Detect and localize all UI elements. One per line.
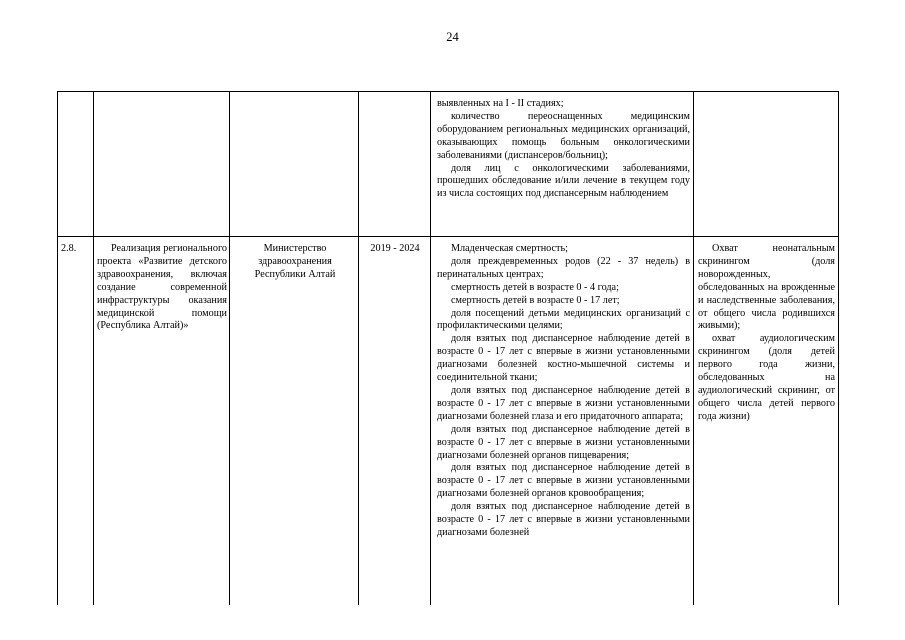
indicator-text: смертность детей в возрасте 0 - 4 года; [451,281,619,293]
period-text: 2019 - 2024 [370,243,420,254]
indicator-text: доля взятых под диспансерное наблюдение детей в возрасте 0 - 17 лет с впервые в жизни установленными диагнозами болезней органов пищеварения; [437,423,690,461]
indicator-text: доля взятых под диспансерное наблюдение детей в возрасте 0 - 17 лет с впервые в жизни установленными диагнозами болезней [437,501,690,538]
indicators-cell [437,243,690,540]
table-border-line [57,91,58,605]
table-border-line [93,91,94,605]
indicator-text: Младенческая смертность; [451,243,568,254]
indicator-text: доля преждевременных родов (22 - 37 недель) в перинатальных центрах; [437,255,690,280]
table-border-line [693,91,694,605]
additional-indicators-cell [698,243,835,424]
continued-indicators-cell [437,98,690,201]
indicator-text: доля взятых под диспансерное наблюдение детей в возрасте 0 - 17 лет с впервые в жизни установленными диагнозами болезней глаза и его придаточного аппарата; [437,384,690,422]
additional-indicator-text: Охват неонатальным скринингом (доля новорожденных, обследованных на врожденные и наследственные заболевания, от общего числа родившихся живыми); [698,243,835,332]
indicator-text: доля посещений детьми медицинских организаций с профилактическими целями; [437,307,690,332]
executor-cell [240,243,350,282]
table-border-line [358,91,359,605]
executor-name: Министерство здравоохранения Республики Алтай [254,243,336,280]
project-name: Реализация регионального проекта «Развитие детского здравоохранения, включая создание современной инфраструктуры оказания медицинской помощи (Республика Алтай)» [97,243,227,332]
additional-indicator-text: охват аудиологическим скринингом (доля детей первого года жизни, обследованных на аудиологический скрининг, от общего числа детей первого года жизни) [698,333,835,422]
table-border-line [229,91,230,605]
table-border-line [57,236,838,237]
project-cell [97,243,227,333]
indicator-text: смертность детей в возрасте 0 - 17 лет; [451,294,620,306]
table-border-line [838,91,839,605]
row-number: 2.8. [61,243,77,254]
page-number: 24 [446,30,459,44]
indicator-text: выявленных на I - II стадиях; [437,98,564,109]
indicator-text: доля взятых под диспансерное наблюдение детей в возрасте 0 - 17 лет с впервые в жизни установленными диагнозами болезней костно-мышечной системы и соединительной ткани; [437,333,690,384]
table-border-line [430,91,431,605]
indicator-text: количество переоснащенных медицинским оборудованием региональных медицинских организаций, оказывающих помощь больным онкологическими заболеваниями (диспансеров/больниц); [437,110,690,161]
indicator-text: доля лиц с онкологическими заболеваниями, прошедших обследование и/или лечение в текущем году из числа состоящих под диспансерным наблюдением [437,162,690,200]
table-border-line [57,91,838,92]
period-cell [361,243,429,256]
indicator-text: доля взятых под диспансерное наблюдение детей в возрасте 0 - 17 лет с впервые в жизни установленными диагнозами болезней органов кровообращения; [437,462,690,500]
